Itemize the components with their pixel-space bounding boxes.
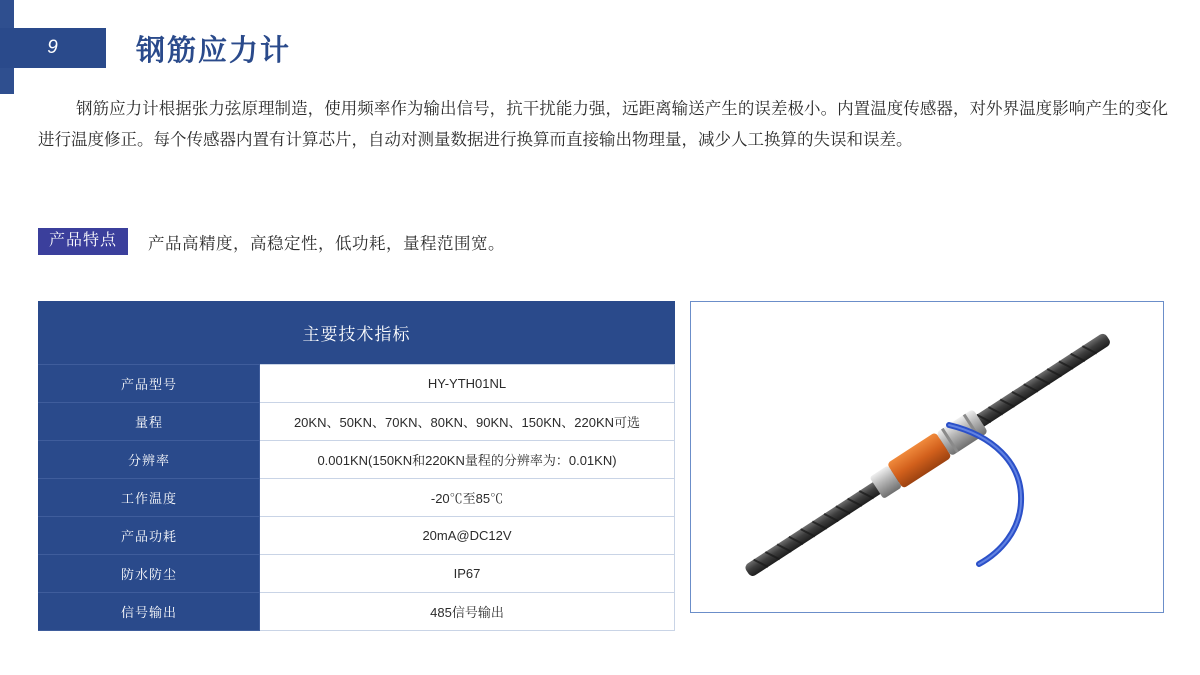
page-number-badge [0,28,106,68]
spec-table-header-row [39,302,675,365]
table-row [39,479,675,517]
table-row [39,555,675,593]
spec-value: 485信号输出 [260,593,675,631]
page-title: 钢筋应力计 [136,34,292,67]
spec-value: HY-YTH01NL [260,365,675,403]
rebar-stress-gauge-illustration [691,302,1161,610]
page-number-text: 9 [47,37,59,58]
spec-label: 产品功耗 [39,517,260,555]
spec-value: 0.001KN(150KN和220KN量程的分辨率为：0.01KN) [260,441,675,479]
spec-value: 20mA@DC12V [260,517,675,555]
spec-label: 工作温度 [39,479,260,517]
intro-paragraph: 钢筋应力计根据张力弦原理制造，使用频率作为输出信号，抗干扰能力强，远距离输送产生的误差极小。内置温度传感器，对外界温度影响产生的变化进行温度修正。每个传感器内置有计算芯片，自动对测量数据进行换算而直接输出物理量，减少人工换算的失误和误差。 [38,100,1168,149]
spec-table-title: 主要技术指标 [39,302,675,365]
spec-value: -20℃至85℃ [260,479,675,517]
table-row [39,517,675,555]
table-row [39,365,675,403]
table-row [39,593,675,631]
page-header [0,28,291,68]
product-image-panel [690,301,1164,613]
feature-text: 产品高精度，高稳定性，低功耗，量程范围宽。 [148,234,506,253]
spec-value: 20KN、50KN、70KN、80KN、90KN、150KN、220KN可选 [260,403,675,441]
spec-table [38,301,675,631]
feature-row [38,228,505,255]
spec-label: 分辨率 [39,441,260,479]
spec-label: 信号输出 [39,593,260,631]
spec-label: 防水防尘 [39,555,260,593]
table-row [39,441,675,479]
spec-label: 量程 [39,403,260,441]
feature-tag: 产品特点 [38,228,128,255]
spec-label: 产品型号 [39,365,260,403]
table-row [39,403,675,441]
spec-value: IP67 [260,555,675,593]
